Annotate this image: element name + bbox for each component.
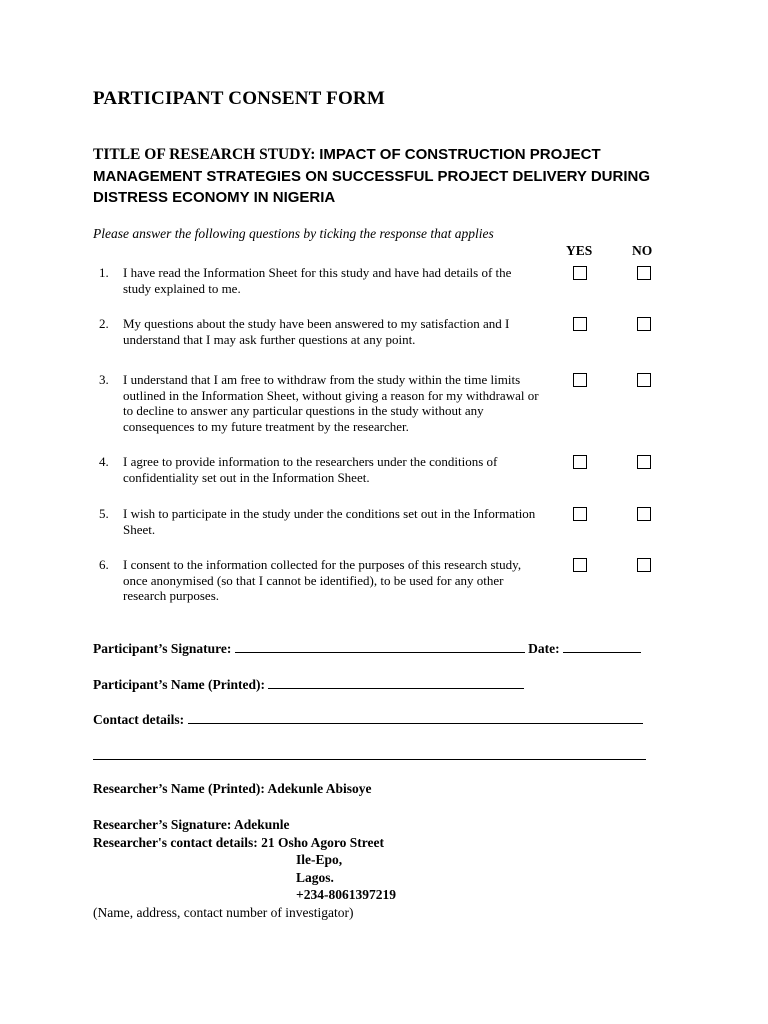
question-6-no-checkbox[interactable] <box>637 558 651 572</box>
participant-name-line[interactable] <box>268 676 524 689</box>
no-column-header: NO <box>632 243 653 258</box>
question-4-no-checkbox[interactable] <box>637 455 651 469</box>
researcher-signature: Researcher’s Signature: Adekunle <box>93 817 290 832</box>
question-1-no-checkbox[interactable] <box>637 266 651 280</box>
question-text: I wish to participate in the study under the conditions set out in the Information Sheet. <box>123 506 536 537</box>
question-3-no-checkbox[interactable] <box>637 373 651 387</box>
question-5-yes-checkbox[interactable] <box>573 507 587 521</box>
question-text: I understand that I am free to withdraw from the study within the time limits outlined in the Information Sheet, without giving a reason for my withdrawal or to decline to answer any particular questions in the study without any consequences to my future treatment by the researcher. <box>123 372 539 435</box>
question-number: 6. <box>99 557 109 572</box>
question-number: 5. <box>99 506 109 521</box>
question-4-yes-checkbox[interactable] <box>573 455 587 469</box>
investigator-note: (Name, address, contact number of investigator) <box>93 905 354 920</box>
researcher-address-line-2: Ile-Epo, <box>296 852 343 867</box>
date-line[interactable] <box>563 640 641 653</box>
question-text: I agree to provide information to the researchers under the conditions of confidentiality set out in the Information Sheet. <box>123 454 498 485</box>
researcher-name: Researcher’s Name (Printed): Adekunle Abisoye <box>93 781 372 796</box>
researcher-phone: +234-8061397219 <box>296 887 396 902</box>
contact-details-label: Contact details: <box>93 712 185 727</box>
question-text: I have read the Information Sheet for this study and have had details of the study explained to me. <box>123 265 512 296</box>
contact-details-second-line-row <box>93 747 646 764</box>
study-title <box>93 144 693 209</box>
question-2-no-checkbox[interactable] <box>637 317 651 331</box>
question-number: 4. <box>99 454 109 469</box>
question-1-yes-checkbox[interactable] <box>573 266 587 280</box>
question-5-no-checkbox[interactable] <box>637 507 651 521</box>
researcher-address-line-3: Lagos. <box>296 870 334 885</box>
question-3-yes-checkbox[interactable] <box>573 373 587 387</box>
form-title: PARTICIPANT CONSENT FORM <box>93 88 385 109</box>
instruction-text: Please answer the following questions by ticking the response that applies <box>93 226 494 241</box>
contact-details-row <box>93 711 643 728</box>
question-2-yes-checkbox[interactable] <box>573 317 587 331</box>
question-6-yes-checkbox[interactable] <box>573 558 587 572</box>
participant-name-row <box>93 676 524 693</box>
participant-name-label: Participant’s Name (Printed): <box>93 677 265 692</box>
date-label: Date: <box>528 641 560 656</box>
study-title-value: IMPACT OF CONSTRUCTION PROJECT MANAGEMENT STRATEGIES ON SUCCESSFUL PROJECT DELIVERY DURING DISTRESS ECONOMY IN NIGERIA <box>93 146 650 206</box>
contact-details-line[interactable] <box>188 711 643 724</box>
contact-details-line-2[interactable] <box>93 747 646 760</box>
yes-column-header: YES <box>566 243 593 258</box>
participant-signature-line[interactable] <box>235 640 525 653</box>
participant-signature-label: Participant’s Signature: <box>93 641 232 656</box>
participant-signature-row <box>93 640 641 657</box>
study-title-label: TITLE OF RESEARCH STUDY: <box>93 146 316 163</box>
question-number: 3. <box>99 372 109 387</box>
question-text: I consent to the information collected for the purposes of this research study, once anonymised (so that I cannot be identified), to be used for any other research purposes. <box>123 557 522 604</box>
question-text: My questions about the study have been answered to my satisfaction and I understand that I may ask further questions at any point. <box>123 316 510 347</box>
question-number: 2. <box>99 316 109 331</box>
researcher-contact: Researcher's contact details: 21 Osho Agoro Street <box>93 835 384 850</box>
question-number: 1. <box>99 265 109 280</box>
